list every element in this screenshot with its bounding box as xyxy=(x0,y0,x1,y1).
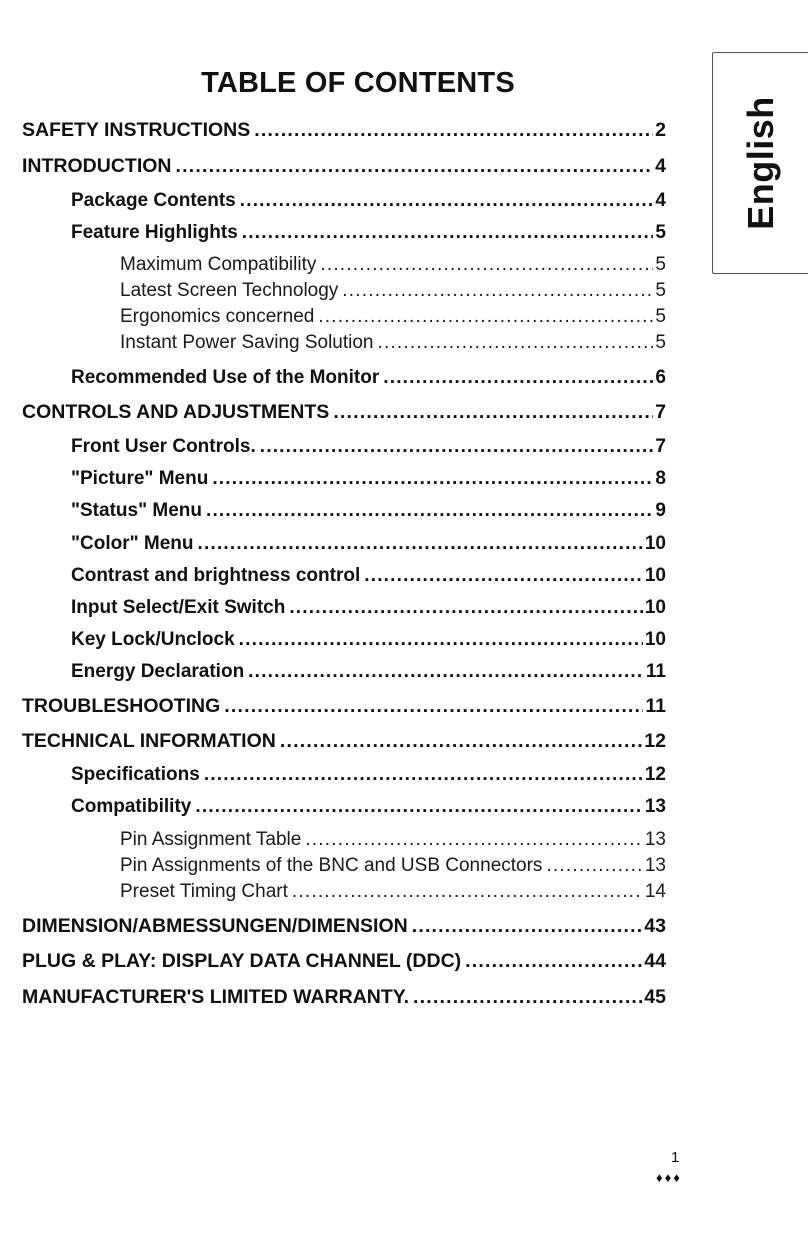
toc-leader-dots xyxy=(240,190,654,212)
toc-leader-dots xyxy=(248,661,644,683)
toc-leader-dots xyxy=(254,119,653,142)
toc-entry-label: TROUBLESHOOTING xyxy=(22,695,221,717)
toc-entry-page: 6 xyxy=(655,367,666,388)
toc-entry-label: Input Select/Exit Switch xyxy=(71,597,286,618)
toc-entry-label: SAFETY INSTRUCTIONS xyxy=(22,119,251,141)
toc-entry xyxy=(71,597,666,619)
toc-entry xyxy=(120,306,666,328)
toc-entry-page: 10 xyxy=(644,597,666,618)
toc-leader-dots xyxy=(204,764,643,786)
toc-entry-label: TECHNICAL INFORMATION xyxy=(22,730,276,752)
toc-entry-label: Pin Assignments of the BNC and USB Connectors xyxy=(120,855,543,876)
toc-entry-label: CONTROLS AND ADJUSTMENTS xyxy=(22,401,330,423)
toc-entry-page: 7 xyxy=(655,436,666,457)
toc-entry-label: "Picture" Menu xyxy=(71,468,209,489)
toc-entry xyxy=(22,695,666,718)
toc-entry-page: 13 xyxy=(644,796,666,817)
toc-leader-dots xyxy=(206,500,653,522)
toc-entry-page: 13 xyxy=(644,829,666,850)
toc-leader-dots xyxy=(176,155,654,178)
toc-entry-page: 5 xyxy=(655,280,666,301)
language-tab-label: English xyxy=(739,96,781,230)
toc-entry-label: Preset Timing Chart xyxy=(120,881,288,902)
toc-entry xyxy=(120,855,666,877)
toc-entry xyxy=(71,764,666,786)
toc-entry xyxy=(71,468,666,490)
toc-entry-label: Maximum Compatibility xyxy=(120,254,317,275)
toc-entry-page: 5 xyxy=(655,332,666,353)
toc-entry-page: 12 xyxy=(644,764,666,785)
page-title: TABLE OF CONTENTS xyxy=(201,67,515,100)
toc-entry xyxy=(71,190,666,212)
toc-leader-dots xyxy=(195,796,643,818)
toc-entry xyxy=(71,796,666,818)
toc-entry-label: DIMENSION/ABMESSUNGEN/DIMENSION xyxy=(22,915,408,937)
toc-entry-label: Instant Power Saving Solution xyxy=(120,332,374,353)
toc-entry-page: 14 xyxy=(644,881,666,902)
toc-leader-dots xyxy=(292,881,643,903)
toc-entry-label: Pin Assignment Table xyxy=(120,829,302,850)
toc-leader-dots xyxy=(260,436,654,458)
toc-leader-dots xyxy=(239,629,643,651)
toc-entry-label: Front User Controls. xyxy=(71,436,256,457)
toc-leader-dots xyxy=(546,855,642,877)
toc-entry xyxy=(71,661,666,683)
toc-entry xyxy=(22,986,666,1009)
toc-entry xyxy=(120,881,666,903)
toc-entry xyxy=(71,565,666,587)
toc-entry-page: 11 xyxy=(645,661,666,682)
toc-entry-page: 4 xyxy=(655,190,666,211)
toc-leader-dots xyxy=(413,986,642,1009)
page-number: 1 xyxy=(671,1149,680,1166)
toc-leader-dots xyxy=(280,730,642,753)
toc-entry-page: 10 xyxy=(644,629,666,650)
toc-entry-label: Key Lock/Unclock xyxy=(71,629,235,650)
toc-leader-dots xyxy=(333,401,653,424)
toc-entry-page: 45 xyxy=(644,986,666,1008)
toc-entry xyxy=(22,155,666,178)
toc-entry-page: 11 xyxy=(645,695,666,717)
toc-leader-dots xyxy=(412,915,643,938)
toc-entry xyxy=(22,730,666,753)
toc-entry-page: 10 xyxy=(644,565,666,586)
toc-entry-page: 9 xyxy=(655,500,666,521)
toc-leader-dots xyxy=(465,950,642,973)
toc-entry-label: Latest Screen Technology xyxy=(120,280,339,301)
toc-entry-page: 4 xyxy=(655,155,666,177)
toc-entry xyxy=(71,367,666,389)
toc-leader-dots xyxy=(198,533,643,555)
toc-leader-dots xyxy=(320,254,653,276)
toc-entry xyxy=(71,436,666,458)
toc-leader-dots xyxy=(364,565,643,587)
toc-entry xyxy=(71,629,666,651)
toc-leader-dots xyxy=(378,332,654,354)
toc-leader-dots xyxy=(318,306,653,328)
toc-entry-page: 44 xyxy=(644,950,666,972)
toc-entry xyxy=(22,401,666,424)
toc-entry-label: Package Contents xyxy=(71,190,236,211)
toc-entry xyxy=(71,500,666,522)
toc-entry-page: 43 xyxy=(644,915,666,937)
toc-entry-label: Recommended Use of the Monitor xyxy=(71,367,380,388)
toc-entry-label: INTRODUCTION xyxy=(22,155,172,177)
toc-leader-dots xyxy=(212,468,653,490)
toc-entry-page: 5 xyxy=(655,254,666,275)
toc-entry xyxy=(120,829,666,851)
toc-entry-label: "Status" Menu xyxy=(71,500,202,521)
toc-leader-dots xyxy=(305,829,643,851)
toc-entry-label: "Color" Menu xyxy=(71,533,194,554)
toc-entry-page: 12 xyxy=(644,730,666,752)
toc-entry xyxy=(120,280,666,302)
toc-entry xyxy=(22,950,666,973)
toc-entry-label: Feature Highlights xyxy=(71,222,238,243)
toc-entry xyxy=(120,254,666,276)
toc-entry-label: Contrast and brightness control xyxy=(71,565,361,586)
toc-entry-page: 7 xyxy=(655,401,666,423)
toc-entry-label: Specifications xyxy=(71,764,200,785)
toc-entry-page: 10 xyxy=(644,533,666,554)
toc-entry-page: 5 xyxy=(655,306,666,327)
toc-entry-label: Energy Declaration xyxy=(71,661,245,682)
toc-entry-label: PLUG & PLAY: DISPLAY DATA CHANNEL (DDC) xyxy=(22,950,462,972)
toc-leader-dots xyxy=(289,597,643,619)
toc-entry-label: Compatibility xyxy=(71,796,192,817)
toc-leader-dots xyxy=(242,222,654,244)
toc-entry-page: 5 xyxy=(655,222,666,243)
toc-entry-page: 13 xyxy=(644,855,666,876)
toc-entry-page: 2 xyxy=(655,119,666,141)
toc-entry-label: Ergonomics concerned xyxy=(120,306,315,327)
toc-entry xyxy=(22,119,666,142)
toc-entry-page: 8 xyxy=(655,468,666,489)
toc-entry xyxy=(120,332,666,354)
toc-entry xyxy=(71,533,666,555)
toc-entry xyxy=(22,915,666,938)
page-ornament: ♦♦♦ xyxy=(656,1170,682,1185)
toc-entry-label: MANUFACTURER'S LIMITED WARRANTY. xyxy=(22,986,410,1008)
toc-leader-dots xyxy=(342,280,653,302)
toc-entry xyxy=(71,222,666,244)
toc-leader-dots xyxy=(224,695,643,718)
toc-leader-dots xyxy=(383,367,653,389)
